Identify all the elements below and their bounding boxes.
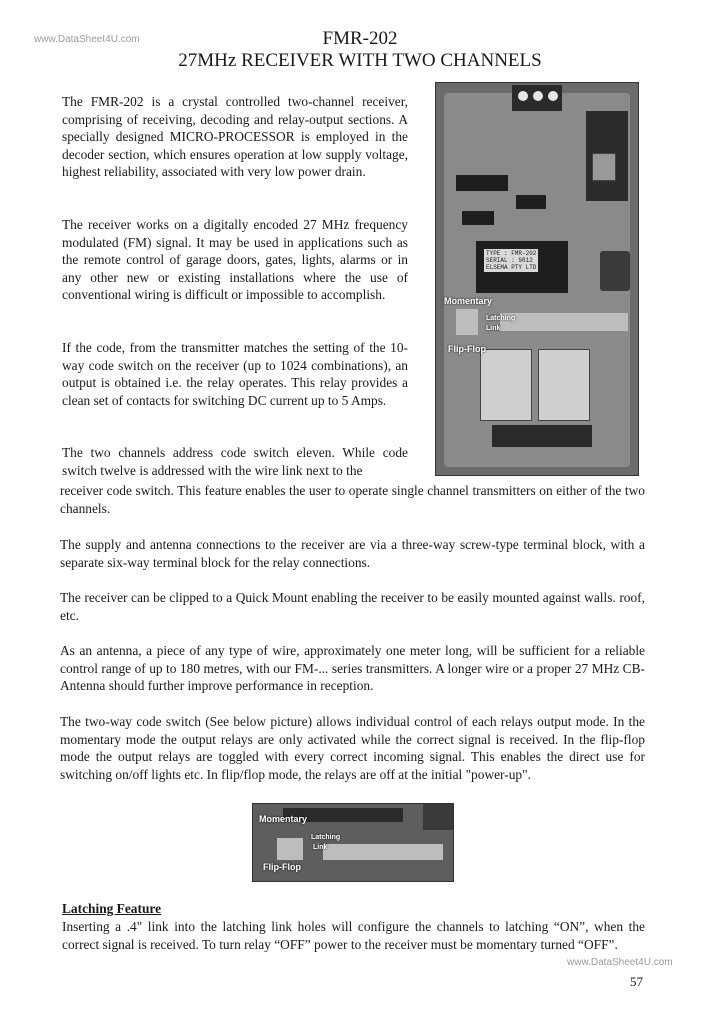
code-switch-photo: [252, 803, 454, 882]
latching-feature-heading: Latching Feature: [62, 901, 162, 916]
paragraph-connections: The supply and antenna connections to the receiver are via a three-way screw-type terminal block, with a separate six-way terminal block for the relay connections.: [60, 537, 645, 570]
code-switch-closeup: [323, 844, 443, 860]
watermark-top: www.DataSheet4U.com: [34, 34, 140, 45]
relay-1: [480, 349, 532, 421]
code-switch: [500, 313, 628, 331]
label-flip-flop-closeup: Flip-Flop: [263, 862, 301, 872]
page-title: 27MHz RECEIVER WITH TWO CHANNELS: [178, 50, 542, 71]
small-ic: [456, 175, 508, 191]
capacitor: [600, 251, 630, 291]
regulator: [592, 153, 616, 181]
label-latching-closeup: Latching: [311, 834, 341, 841]
watermark-bottom: www.DataSheet4U.com: [567, 957, 673, 968]
paragraph-antenna: As an antenna, a piece of any type of wire, approximately one meter long, will be sufficient for a reliable control range of up to 180 metres, with our FM-... series transmitters. A longer wire or a proper 27 MHz CB-Antenna should further improve performance in reception.: [60, 643, 645, 694]
chip-label: TYPE : FMR-202 SERIAL : 9812 ELSEMA PTY LTD: [486, 250, 537, 271]
page-number: 57: [630, 974, 643, 989]
paragraph-applications: The receiver works on a digitally encoded 27 MHz frequency modulated (FM) signal. It may be used in applications such as the remote control of garage doors, gates, lights, alarms or in any other new or existing installations where the use of conventional wiring is difficult or impossible to accomplish.: [62, 217, 408, 303]
label-latching: Latching: [486, 315, 516, 322]
paragraph-code-switch: If the code, from the transmitter matches the setting of the 10-way code switch on the receiver (up to 1024 combinations), an output is obtained i.e. the relay operates. This relay provides a clean set of contacts for switching DC current up to 5 Amps.: [62, 340, 408, 408]
label-link: Link: [486, 325, 501, 332]
label-momentary-closeup: Momentary: [259, 814, 308, 824]
small-ic-3: [516, 195, 546, 209]
label-flip-flop: Flip-Flop: [448, 344, 486, 354]
paragraph-modes: The two-way code switch (See below picture) allows individual control of each relays output mode. In the momentary mode the output relays are only activated while the correct signal is received. In the flip-flop mode the output relays are toggled with every correct incoming signal. This enables the direct use for switching on/off lights etc. In flip/flop mode, the relays are off at the initial "power-up".: [60, 714, 645, 782]
relay-2: [538, 349, 590, 421]
paragraph-latching: Inserting a .4" link into the latching link holes will configure the channels to latching “ON”, when the correct signal is received. To turn relay “OFF” power to the receiver must be momentary turned “OFF”.: [62, 919, 645, 952]
receiver-board-photo: [435, 82, 639, 476]
label-link-closeup: Link: [313, 844, 328, 851]
paragraph-channels-a: The two channels address code switch eleven. While code switch twelve is addressed with the wire link next to the: [62, 445, 408, 478]
paragraph-mounting: The receiver can be clipped to a Quick Mount enabling the receiver to be easily mounted against walls. roof, etc.: [60, 590, 645, 623]
terminal-block-6way: [492, 425, 592, 447]
label-momentary: Momentary: [444, 296, 493, 306]
capacitor-edge: [423, 804, 453, 830]
paragraph-intro: The FMR-202 is a crystal controlled two-channel receiver, comprising of receiving, decoding and relay-output sections. A specially designed MICRO-PROCESSOR is employed in the decoder section, which ensures operation at low supply voltage, highest reliability, associated with very low power drain.: [62, 94, 408, 180]
model-title: FMR-202: [322, 28, 398, 49]
mode-switch: [456, 309, 478, 335]
small-ic-2: [462, 211, 494, 225]
paragraph-channels-b: receiver code switch. This feature enables the user to operate single channel transmitters on either of the two channels.: [60, 483, 645, 516]
mode-switch-closeup: [277, 838, 303, 860]
